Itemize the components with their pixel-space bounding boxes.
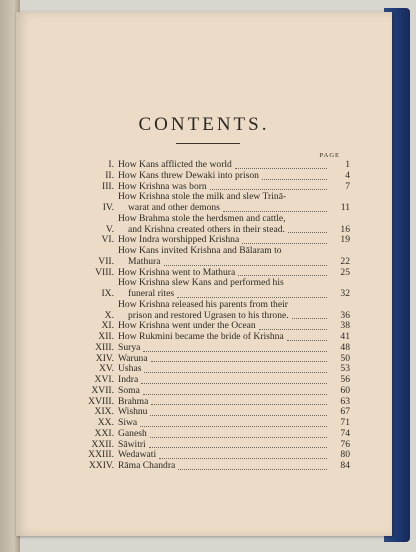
page-number: 84: [340, 460, 350, 471]
dot-leader: [177, 297, 327, 298]
page-number: 53: [340, 363, 350, 375]
chapter-number: V.: [105, 223, 114, 235]
dot-leader: [259, 329, 327, 330]
chapter-title: Waruna: [118, 352, 148, 364]
chapter-title: Brahma: [118, 395, 149, 407]
chapter-title: Rāma Chandra: [118, 460, 176, 471]
contents-entry: [68, 343, 350, 354]
chapter-title: How Krishna released his parents from their: [118, 298, 288, 310]
page-number: 36: [340, 309, 350, 321]
chapter-title: Ganesh: [118, 427, 147, 439]
page-number: 22: [340, 255, 350, 267]
chapter-number: II.: [105, 169, 114, 181]
title-rule: [176, 143, 240, 144]
chapter-title: Soma: [118, 384, 140, 396]
page-number: 56: [340, 374, 350, 385]
chapter-number: IX.: [101, 288, 114, 299]
dot-leader: [287, 340, 327, 341]
chapter-title: How Krishna slew Kans and performed his: [118, 277, 284, 289]
chapter-number: XIII.: [95, 341, 114, 353]
page-number: 67: [340, 406, 350, 418]
chapter-title: How Rukmini became the bride of Krishna: [118, 331, 284, 342]
dot-leader: [140, 426, 327, 427]
chapter-number: XXII.: [91, 438, 114, 450]
chapter-title: How Krishna was born: [118, 180, 207, 192]
page-number: 7: [345, 180, 350, 192]
dot-leader: [143, 351, 327, 352]
page-number: 32: [340, 288, 350, 299]
chapter-title: How Krishna went under the Ocean: [118, 320, 256, 332]
dot-leader: [150, 437, 327, 438]
dot-leader: [262, 179, 327, 180]
page-column-header: PAGE: [319, 152, 340, 159]
contents-entry: [68, 171, 350, 182]
page-number: 48: [340, 341, 350, 353]
chapter-number: III.: [102, 180, 114, 192]
chapter-number: XX.: [97, 417, 114, 428]
contents-entry: [68, 246, 350, 268]
dot-leader: [159, 458, 327, 459]
chapter-number: VI.: [101, 234, 114, 246]
dot-leader: [238, 275, 327, 276]
chapter-title: Wedawati: [118, 449, 157, 461]
contents-entry: [68, 300, 350, 322]
chapter-title: Siwa: [118, 417, 138, 428]
chapter-number: XVIII.: [88, 395, 114, 407]
chapter-title: Sāwitri: [118, 438, 146, 450]
dot-leader: [223, 211, 327, 212]
dot-leader: [178, 469, 327, 470]
chapter-number: XVII.: [91, 384, 114, 396]
page-number: 60: [340, 384, 350, 396]
chapter-title: How Kans threw Dewaki into prison: [118, 169, 259, 181]
dot-leader: [149, 447, 327, 448]
chapter-title: How Brahma stole the herdsmen and cattle,: [118, 212, 286, 224]
dot-leader: [141, 383, 327, 384]
chapter-title: How Indra worshipped Krishna: [118, 234, 240, 246]
chapter-number: XII.: [98, 331, 114, 342]
chapter-number: VII.: [98, 255, 114, 267]
page-number: 25: [340, 266, 350, 278]
page-number: 74: [340, 427, 350, 439]
page-number: 50: [340, 352, 350, 364]
chapter-title: How Krishna went to Mathura: [118, 266, 236, 278]
chapter-number: IV.: [102, 202, 114, 213]
chapter-number: XV.: [98, 363, 114, 375]
page-number: 19: [340, 234, 350, 246]
chapter-number: XVI.: [94, 374, 114, 385]
chapter-title: and Krishna created others in their stead.: [128, 223, 285, 235]
dot-leader: [288, 232, 327, 233]
chapter-number: X.: [104, 309, 114, 321]
page-number: 76: [340, 438, 350, 450]
chapter-title: Mathura: [128, 255, 161, 267]
page-number: 4: [345, 169, 350, 181]
chapter-title: Surya: [118, 341, 141, 353]
page-title: CONTENTS.: [138, 114, 270, 135]
chapter-number: XIV.: [95, 352, 114, 364]
contents-entry: [68, 278, 350, 300]
dot-leader: [210, 189, 327, 190]
chapter-number: XXIII.: [88, 449, 114, 461]
dot-leader: [242, 243, 327, 244]
chapter-title: Wishnu: [118, 406, 148, 418]
chapter-number: I.: [108, 159, 114, 170]
page-number: 41: [340, 331, 350, 342]
chapter-title: How Kans invited Krishna and Bālaram to: [118, 245, 282, 256]
page-number: 16: [340, 223, 350, 235]
page-number: 71: [340, 417, 350, 428]
contents-entry: [68, 429, 350, 440]
page-number: 11: [340, 202, 350, 213]
book-page: [16, 12, 392, 536]
contents-entry: [68, 461, 350, 472]
chapter-title: funeral rites: [128, 288, 175, 299]
dot-leader: [151, 361, 327, 362]
page-number: 80: [340, 449, 350, 461]
page-number: 1: [345, 159, 350, 170]
dot-leader: [292, 318, 327, 319]
chapter-number: XI.: [101, 320, 114, 332]
chapter-title: prison and restored Ugrasen to his throne.: [128, 309, 289, 321]
chapter-title: Indra: [118, 374, 139, 385]
dot-leader: [150, 415, 327, 416]
dot-leader: [164, 265, 327, 266]
chapter-number: XXI.: [94, 427, 114, 439]
dot-leader: [143, 394, 327, 395]
dot-leader: [151, 404, 327, 405]
chapter-number: XXIV.: [88, 460, 114, 471]
chapter-number: XIX.: [94, 406, 114, 418]
chapter-title: How Krishna stole the milk and slew Trinā-: [118, 191, 287, 203]
dot-leader: [235, 168, 327, 169]
contents-entry: [68, 386, 350, 397]
contents-list: [68, 160, 350, 472]
contents-entry: [68, 214, 350, 236]
page-number: 38: [340, 320, 350, 332]
dot-leader: [144, 372, 327, 373]
chapter-title: warat and other demons: [128, 202, 220, 213]
page-number: 63: [340, 395, 350, 407]
chapter-title: How Kans afflicted the world: [118, 159, 232, 170]
contents-entry: [68, 192, 350, 214]
chapter-number: VIII.: [95, 266, 114, 278]
chapter-title: Ushas: [118, 363, 142, 375]
